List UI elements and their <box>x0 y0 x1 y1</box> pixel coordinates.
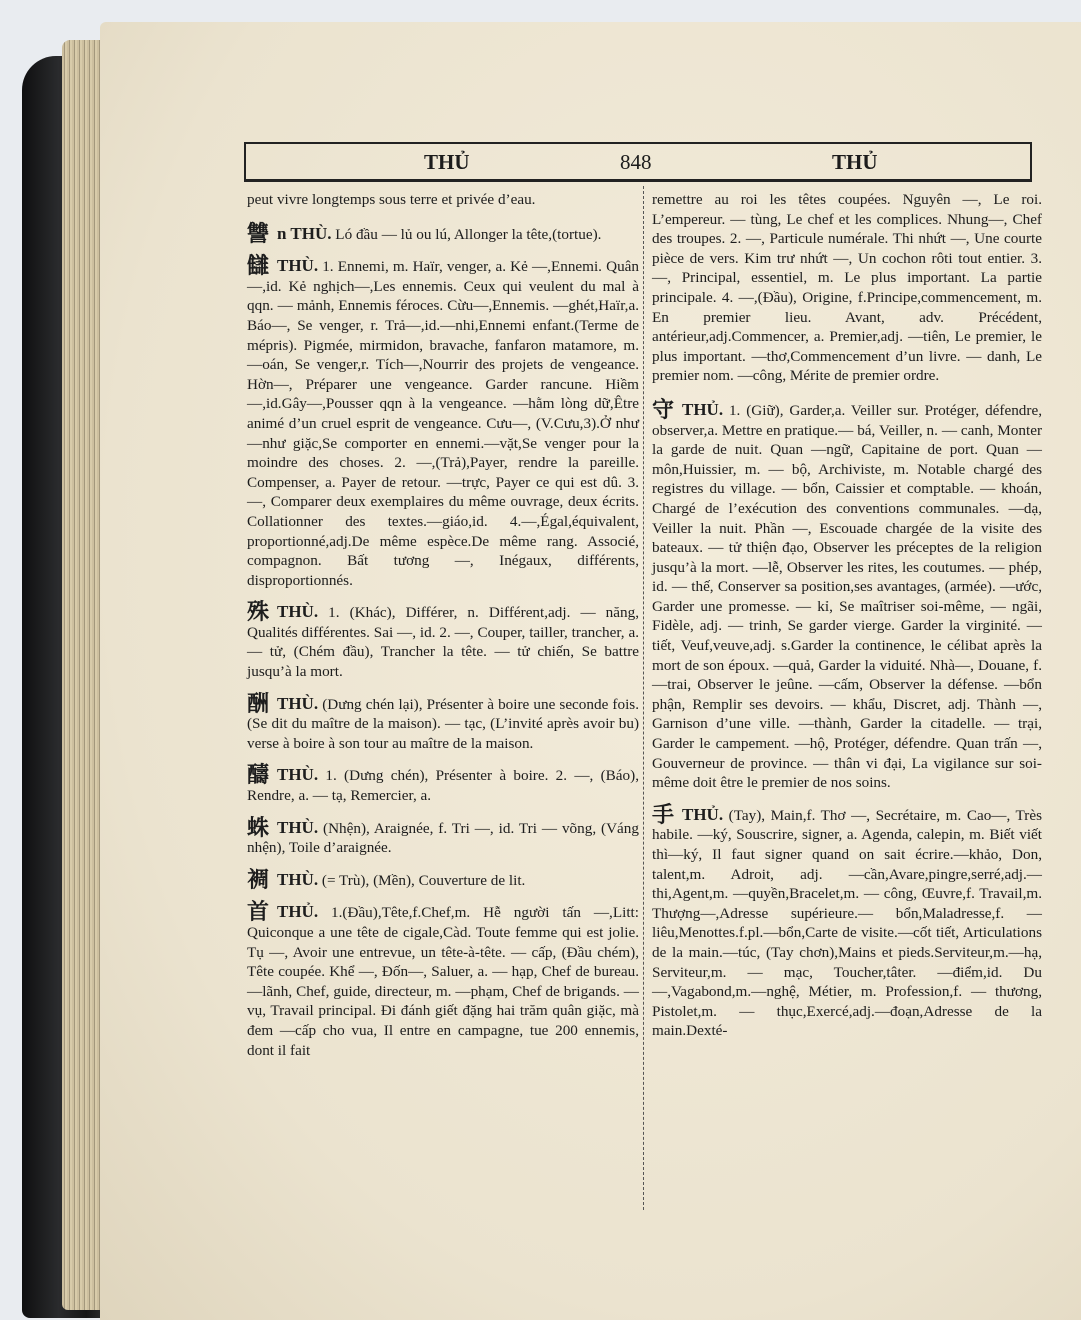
headword: THỦ. <box>277 902 319 922</box>
chinese-character: 醻 <box>247 763 270 789</box>
entry-text: peut vivre longtemps sous terre et privée d’eau. <box>247 191 536 208</box>
entry-text: remettre au roi les têtes coupées. Nguyên —, Le roi. L’empereur. — tùng, Le chef et les complices. Nhung—, Chef des troupes. 2. —, Particule numérale. Thi nhứt —, Une courte pièce de vers. Kim trư nhứt —, Un cochon rôti tout entier. 3. —, Principal, essentiel, m. Le plus important. La partie principale. 4. —,(Đầu), Origine, f.Principe,commencement, m. En premier lieu. Avant, adv. Précédent, antérieur,adj.Commencer, a. Premier,adj. —tiên, Le premier, le plus important. —thơ,Commencement d’un livre. — danh, Le premier nom. —công, Mérite de premier ordre. <box>652 191 1042 385</box>
dictionary-entry <box>247 765 639 805</box>
headword: THÙ. <box>277 602 319 622</box>
entry-text: (Nhện), Araignée, f. Tri —, id. Tri — võng, (Váng nhện), Toile d’araignée. <box>247 819 639 857</box>
column-divider <box>643 186 645 1210</box>
header-right-word: THỦ <box>832 150 878 174</box>
page-number: 848 <box>620 150 652 174</box>
dictionary-entry <box>652 802 1042 1041</box>
entry-text: 1. (Dưng chén), Présenter à boire. 2. —, (Báo), Rendre, a. — tạ, Remercier, a. <box>247 767 639 805</box>
chinese-character: 殊 <box>247 600 270 626</box>
headword: THÙ. <box>277 256 319 276</box>
dictionary-entry <box>247 691 639 754</box>
headword: THÙ. <box>277 693 319 713</box>
entry-text: 1. (Khác), Différer, n. Différent,adj. — năng, Qualités différentes. Sai —, id. 2. —, Couper, tailler, trancher, a. — tử, (Chém đầu), Trancher la tête. — tử chiến, Se battre jusqu’à la mort. <box>247 604 639 681</box>
dictionary-entry <box>247 902 639 1060</box>
dictionary-entry <box>247 602 639 681</box>
left-column <box>247 190 639 1072</box>
headword: THỦ. <box>682 804 724 824</box>
dictionary-entry <box>247 256 639 590</box>
chinese-character: 蛛 <box>247 815 270 841</box>
headword: n THÙ. <box>277 223 332 243</box>
entry-continuation <box>652 190 1042 386</box>
chinese-character: 讐 <box>247 221 270 247</box>
entry-text: (Tay), Main,f. Thơ —, Secrétaire, m. Cao—, Très habile. —ký, Souscrire, signer, a. Agenda, calepin, m. Biết viết thì—ký, Il faut signer quand on sait écrire.—khảo, Don, talent,m. Adroit, adj. —cần,Avare,pingre,serré,adj.—thi,Agent,m. —quyền,Bracelet,m. — công, Œuvre,f. Travail,m. Thượng—,Adresse supérieure.— bổn,Maladresse,f. —liêu,Menottes.f.pl.—bổn,Carte de visite.—cốt tiết, Articulations de la main.—túc, (Tay chơn),Mains et pieds.Serviteur,m.—hạ, Serviteur,m. — mạc, Toucher,tâter. —điểm,id. Du—,Vagabond,m.—nghệ, Métier, m. Profession,f. — thương, Pistolet,m. — thục,Exercé,adj.—đoạn,Adresse de la main.Dexté- <box>652 806 1042 1040</box>
chinese-character: 守 <box>652 397 675 423</box>
chinese-character: 裯 <box>247 867 270 893</box>
dictionary-entry <box>652 397 1042 793</box>
entry-text: (Dưng chén lại), Présenter à boire une seconde fois. (Se dit du maître de la maison). — tạc, (L’invité après avoir bu) verse à boire à son tour au maître de la maison. <box>247 695 639 752</box>
running-header <box>244 142 1032 182</box>
dictionary-entry <box>247 815 639 858</box>
header-left-word: THỦ <box>424 150 470 174</box>
entry-continuation <box>247 190 639 210</box>
entry-text: (= Trù), (Mền), Couverture de lit. <box>318 871 526 889</box>
right-column <box>652 190 1042 1053</box>
headword: THÙ. <box>277 817 319 837</box>
entry-text: 1. (Giữ), Garder,a. Veiller sur. Protéger, défendre, observer,a. Mettre en pratique.— bá, Veiller, n. — canh, Monter la garde de nuit. Quan —ngữ, Capitaine de port. Quan —môn,Huissier, m. — bộ, Archiviste, m. Notable chargé des registres du village. — bổn, Caissier et comptable. — khoán, Chargé de l’exécution des conventions communales. —dạ, Veiller la nuit. Phần —, Escouade chargée de la visite des bateaux. — tử thiện đạo, Observer les préceptes de la religion jusqu’à la mort. —lễ, Observer les rites, les coutumes. — phép, id. — thế, Conserver sa position,ses avantages, (armée). —ước, Garder une promesse. — kỉ, Se maîtriser soi-même, — ngãi, Fidèle, adj. — trinh, Se garder vierge. Garder la virginité. — tiết, Veuf,veuve,adj. s.Garder la continence, le célibat après la mort de son époux. —quả, Garder la viduité. Nhà—, Douane, f. —trai, Observer le jeûne. —cấm, Observer la défense. —bổn phận, Remplir ses devoirs. — khẩu, Discret, adj. Thành —, Garnison d’une ville. —thành, Garder la citadelle. — trại, Garder le campement. —hộ, Protéger, défendre. Quan trấn —, Gouverneur de province. — thân vi đại, La vigilance sur soi-même doit être le premier de nos soins. <box>652 401 1042 792</box>
chinese-character: 首 <box>247 900 270 926</box>
dictionary-entry <box>247 221 639 247</box>
headword: THÙ. <box>277 765 319 785</box>
chinese-character: 酬 <box>247 691 270 717</box>
dictionary-entry <box>247 867 639 893</box>
entry-text: 1.(Đầu),Tête,f.Chef,m. Hễ người tấn —,Litt: Quiconque a une tête de cigale,Càd. Toute femme qui est jolie. Tụ —, Avoir une entrevue, un tête-à-tête. — cấp, (Đầu chém), Tête coupée. Khể —, Đốn—, Saluer, a. — hạp, Chef de bureau. —lãnh, Chef, guide, directeur, m. —phạm, Chef de brigands. — vụ, Travail principal. Đi đánh giết đặng hai trăm quân giặc, mà đem —cấp cho vua, Il entre en campagne, tue 200 ennemis, dont il fait <box>247 904 639 1059</box>
chinese-character: 讎 <box>247 254 270 280</box>
headword: THÙ. <box>277 869 319 889</box>
entry-text: 1. Ennemi, m. Haïr, venger, a. Kẻ —,Ennemi. Quân—,id. Kẻ nghịch—,Les ennemis. Ceux qui veulent du mal à qqn. — mảnh, Ennemis féroces. Cừu—,Ennemis. —ghét,Haïr,a. Báo—, Se venger, r. Trả—,id.—nhi,Ennemi enfant.(Terme de mépris). Pigmée, mirmidon, bravache, fanfaron matamore, m. —oán, Se venger,r. Tích—,Nourrir des projets de vengeance. Hờn—, Préparer une vengeance. Garder rancune. Hiềm —,id.Gây—,Pousser qqn à la vengeance. —hằm lòng dữ,Être animé d’un cruel esprit de vengeance. Cưu—, (V.Cưu,3).Ở như —như giặc,Se comporter en ennemi.—vặt,Se venger pour la moindre des choses. 2. —,(Trả),Payer, rendre la pareille. Compenser, a. Payer de retour. —trực, Payer ce qui est dû. 3. —, Comparer deux exemplaires du même ouvrage, deux écrits. Collationner des textes.—giáo,id. 4.—,Égal,équivalent, proportionné,adj.De même espèce.De même rang. Associé, compagnon. Bất tương —, Inégaux, différents, disproportionnés. <box>247 258 639 589</box>
entry-text: Ló đầu — lủ ou lú, Allonger la tête,(tortue). <box>331 225 602 243</box>
chinese-character: 手 <box>652 802 675 828</box>
headword: THỦ. <box>682 399 724 419</box>
